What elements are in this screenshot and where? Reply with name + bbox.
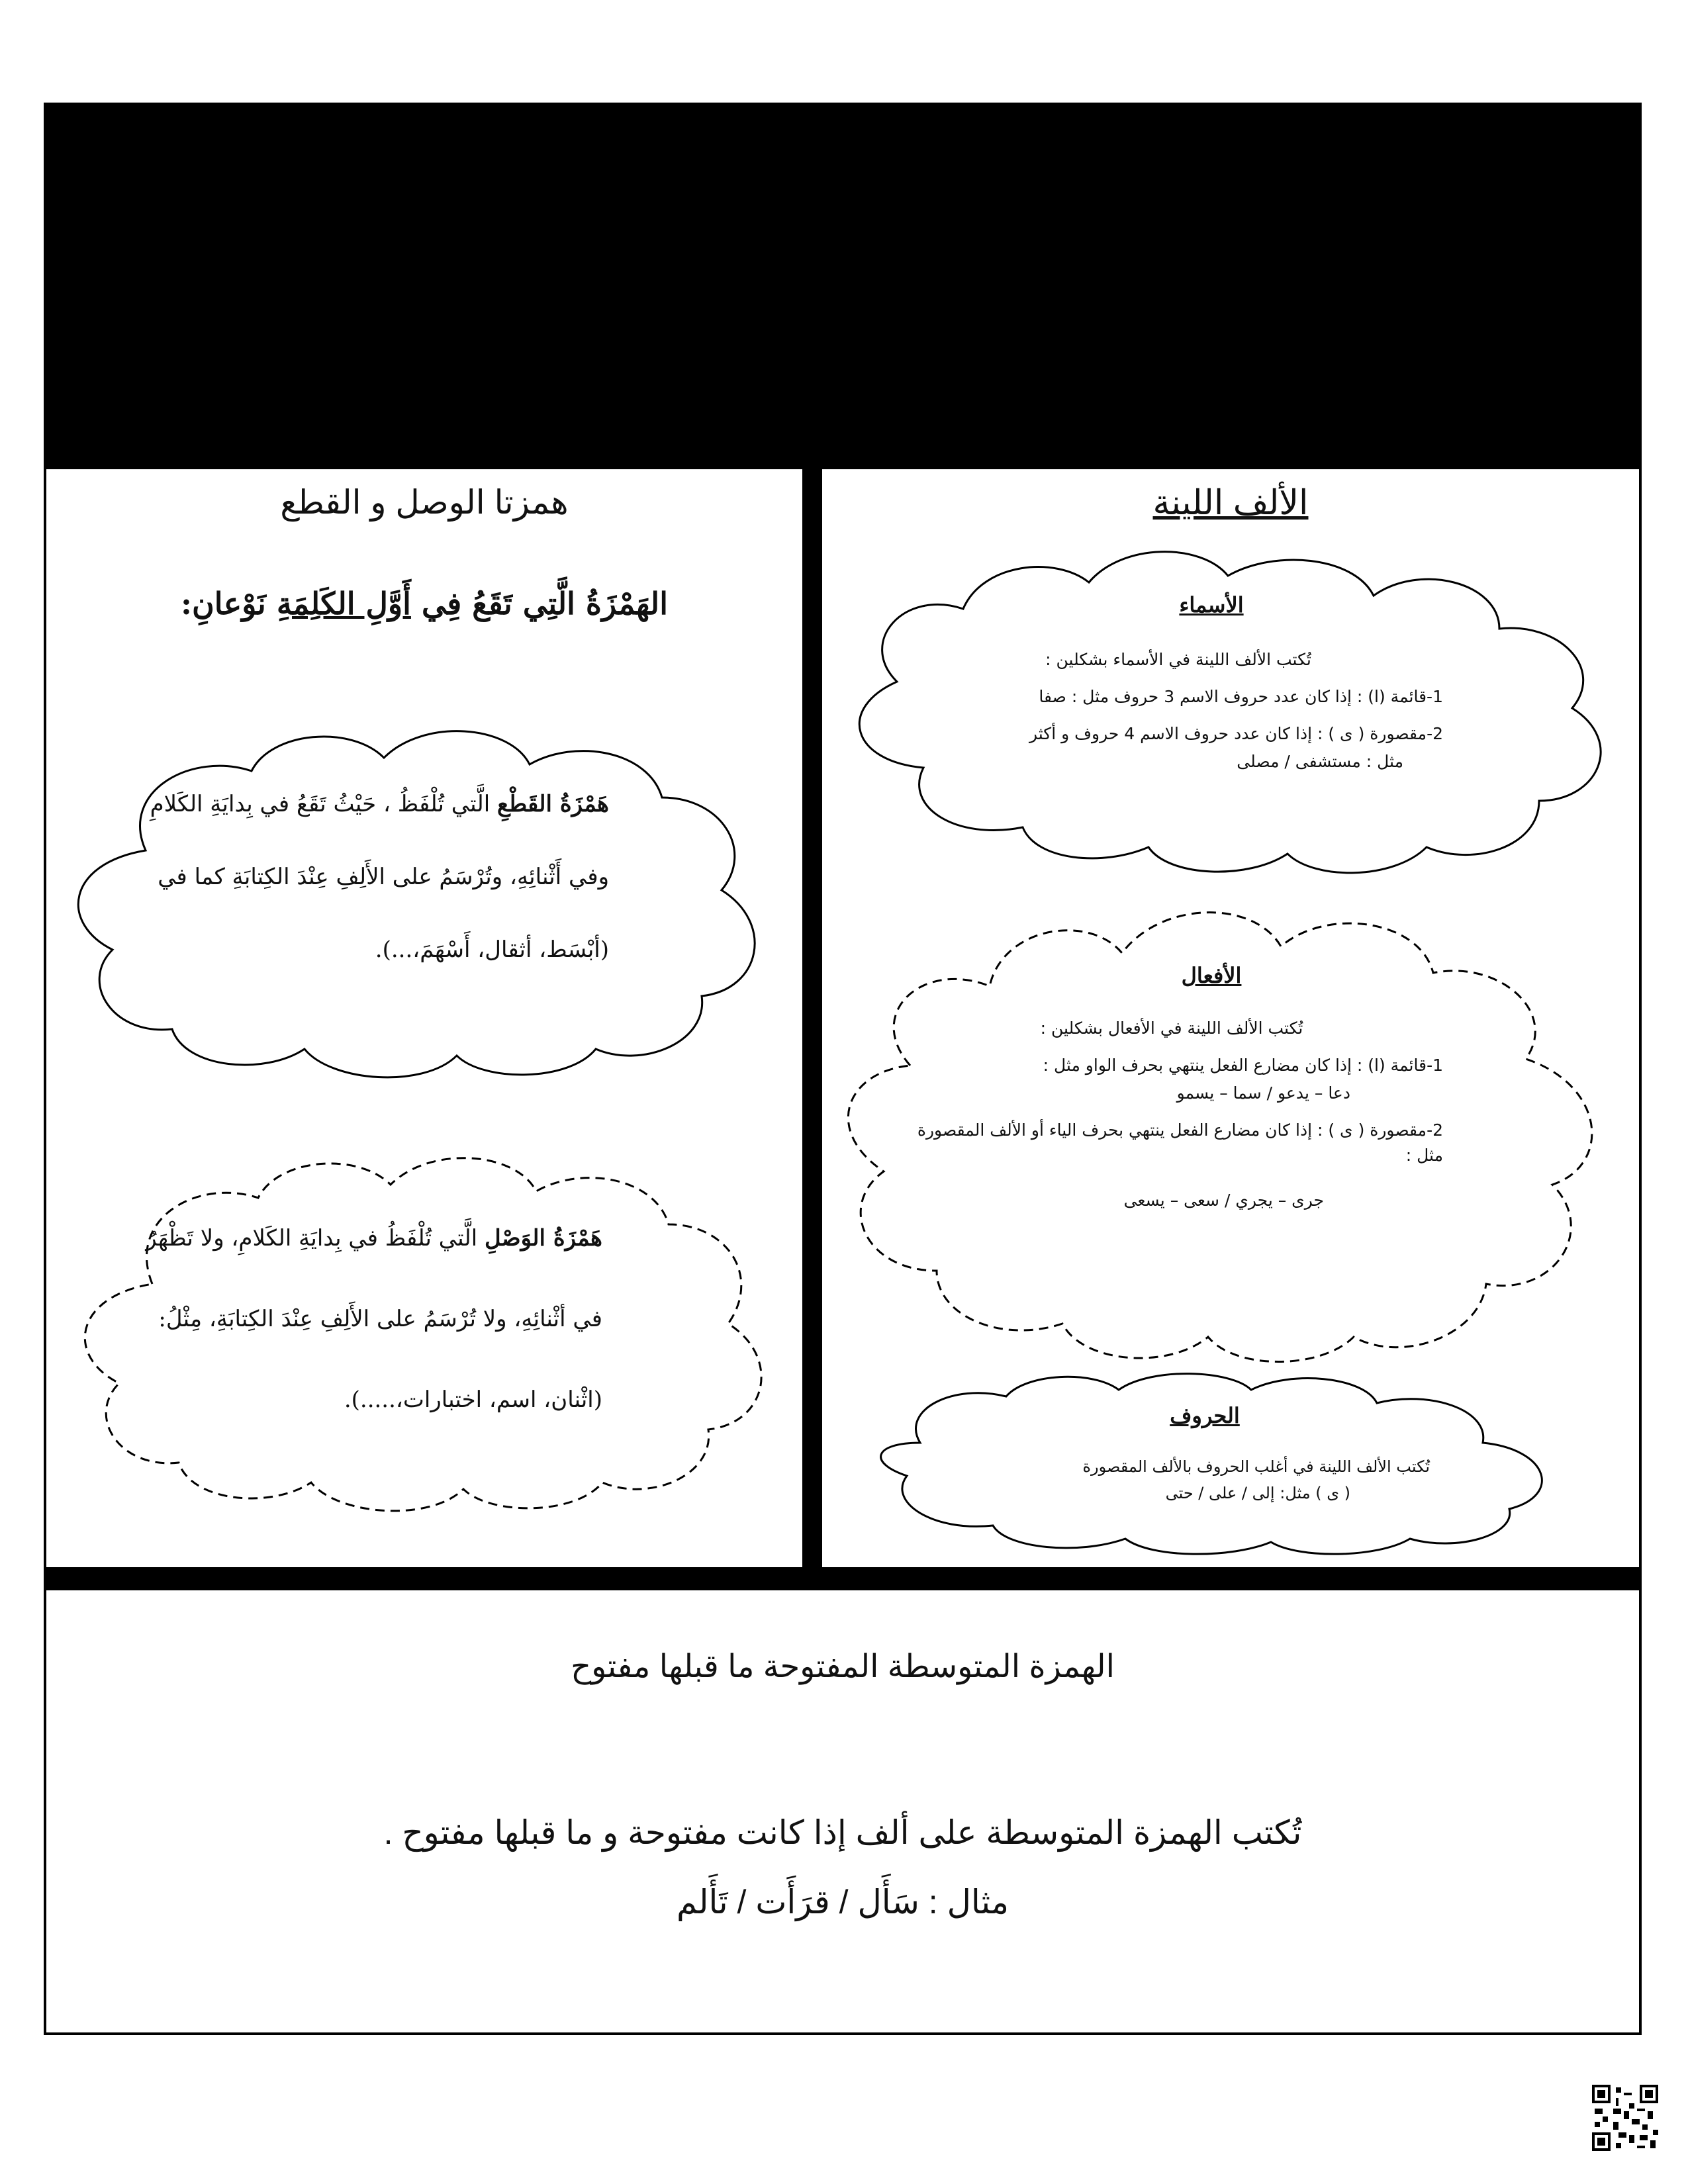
bottom-section-title: الهمزة المتوسطة المفتوحة ما قبلها مفتوح bbox=[571, 1649, 1115, 1684]
panel-separator bbox=[805, 467, 820, 1572]
right-panel-title: الألف اللينة bbox=[1152, 484, 1309, 522]
section-divider bbox=[44, 1567, 1642, 1590]
wasl-definition: هَمْزَةُ الوَصْلِ الَّتي تُلْفَظُ في بِدايَةِ الكَلامِ، ولا تَظْهَرُ في أثْنائِهِ، ولا تُرْسَمُ على الأَلِفِ عِنْدَ الكِتابَةِ، مِثْلُ: (اثْنان، اسم، اختبارات،.....). bbox=[146, 1225, 602, 1413]
qr-code-icon bbox=[1592, 2085, 1658, 2151]
bottom-section-example: مثال : سَأَل / قرَأَت / تَأَلم bbox=[676, 1884, 1009, 1921]
asmaa-title: الأسماء bbox=[1179, 593, 1244, 617]
left-panel-title: همزتا الوصل و القطع bbox=[280, 484, 569, 521]
redacted-header-block bbox=[44, 103, 1642, 470]
asmaa-rules: تُكتب الألف اللينة في الأسماء بشكلين : 1-قائمة (ا) : إذا كان عدد حروف الاسم 3 حروف مثل : صفا 2-مقصورة ( ى ) : إذا كان عدد حروف الاسم 4 حروف و أكثر مثل : مستشفى / مصلى bbox=[1029, 650, 1443, 771]
horof-title: الحروف bbox=[1170, 1404, 1240, 1428]
qata-definition: هَمْزَةُ القَطْعِ الَّتي تُلْفَظُ ، حَيْثُ تَقَعُ في بِدايَةِ الكَلامِ وفي أَثْنائِهِ، وتُرْسَمُ على الأَلِفِ عِنْدَ الكِتابَةِ كما في (أبْسَط، أثقال، أَسْهَمَ،...). bbox=[150, 791, 609, 963]
afaal-title: الأفعال bbox=[1181, 964, 1242, 987]
bottom-section-rule: تُكتب الهمزة المتوسطة على ألف إذا كانت مفتوحة و ما قبلها مفتوح . bbox=[383, 1814, 1302, 1851]
left-panel-subtitle: الهَمْزَةُ الَّتِي تَقَعُ فِي أَوَّلِ الكَلِمَةِ نَوْعانِ: bbox=[181, 586, 668, 621]
horof-rules: تُكتب الألف اللينة في أغلب الحروف بالألف المقصورة ( ى ) مثل: إلى / على / حتى bbox=[1082, 1457, 1430, 1502]
afaal-rules: تُكتب الألف اللينة في الأفعال بشكلين : 1-قائمة (ا) : إذا كان مضارع الفعل ينتهي بحرف الواو مثل : دعا – يدعو / سما – يسمو 2-مقصورة ( ى ) : إذا كان مضارع الفعل ينتهي بحرف الياء أو الألف المقصورة مثل : جرى – يجري / سعى – يسعى bbox=[917, 1019, 1443, 1210]
